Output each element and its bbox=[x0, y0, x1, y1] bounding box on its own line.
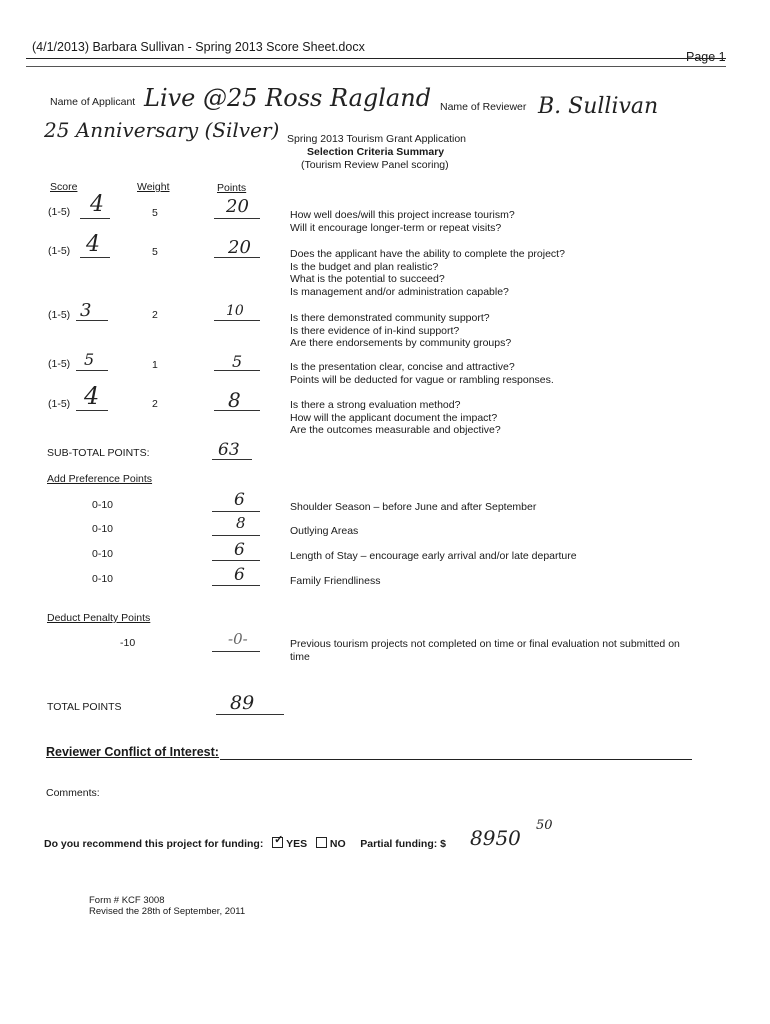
preference-underline bbox=[212, 585, 260, 586]
partial-funding-cents: 50 bbox=[536, 818, 553, 833]
criteria-questions: Is there a strong evaluation method? How will the applicant document the impact? Are the outcomes measurable and objective? bbox=[290, 399, 501, 436]
weight-value: 2 bbox=[152, 309, 158, 321]
score-column-header: Score bbox=[50, 181, 78, 193]
score-underline bbox=[76, 320, 108, 321]
criteria-questions: Is there demonstrated community support? Is there evidence of in-kind support? Are there endorsements by community groups? bbox=[290, 312, 512, 349]
points-underline bbox=[214, 320, 260, 321]
funding-question: Do you recommend this project for funding: bbox=[44, 838, 264, 850]
page-number: Page 1 bbox=[686, 50, 726, 64]
preference-label: Outlying Areas bbox=[290, 525, 359, 537]
conflict-line bbox=[220, 759, 692, 760]
points-value: 10 bbox=[226, 303, 244, 319]
funding-row bbox=[44, 837, 446, 850]
score-value: 5 bbox=[84, 350, 95, 369]
revision-date: Revised the 28th of September, 2011 bbox=[89, 906, 246, 917]
score-underline bbox=[76, 410, 108, 411]
weight-value: 1 bbox=[152, 359, 158, 371]
reviewer-name: B. Sullivan bbox=[538, 94, 659, 119]
partial-funding-value: 8950 bbox=[470, 826, 521, 850]
preference-value: 8 bbox=[236, 514, 246, 532]
subtotal-label: SUB-TOTAL POINTS: bbox=[47, 447, 150, 459]
total-underline bbox=[216, 714, 284, 715]
applicant-name-line2: 25 Anniversary (Silver) bbox=[44, 118, 280, 142]
preference-range: 0-10 bbox=[92, 548, 114, 560]
penalty-underline bbox=[212, 651, 260, 652]
points-underline bbox=[214, 410, 260, 411]
yes-checkbox[interactable] bbox=[272, 837, 283, 848]
points-underline bbox=[214, 257, 260, 258]
preference-label: Shoulder Season – before June and after September bbox=[290, 501, 537, 513]
points-column-header: Points bbox=[217, 182, 247, 194]
preference-range: 0-10 bbox=[92, 499, 114, 511]
weight-value: 5 bbox=[152, 207, 158, 219]
preference-label: Length of Stay – encourage early arrival and/or late departure bbox=[290, 550, 577, 562]
score-value: 4 bbox=[90, 192, 104, 217]
penalty-range: -10 bbox=[120, 637, 136, 649]
score-underline bbox=[80, 218, 110, 219]
preference-value: 6 bbox=[234, 565, 245, 585]
points-value: 5 bbox=[232, 352, 243, 371]
header-rule bbox=[26, 58, 726, 59]
points-value: 20 bbox=[226, 196, 249, 217]
no-checkbox[interactable] bbox=[316, 837, 327, 848]
criteria-questions: Is the presentation clear, concise and attractive? Points will be deducted for vague or rambling responses. bbox=[290, 361, 554, 386]
total-value: 89 bbox=[230, 692, 255, 714]
points-value: 8 bbox=[228, 388, 241, 412]
points-underline bbox=[214, 218, 260, 219]
form-title: Spring 2013 Tourism Grant Application bbox=[287, 133, 466, 145]
preference-range: 0-10 bbox=[92, 523, 114, 535]
subtotal-value: 63 bbox=[218, 440, 240, 460]
score-range: (1-5) bbox=[48, 309, 71, 321]
partial-funding-label: Partial funding: $ bbox=[360, 838, 446, 850]
form-subtitle-2: (Tourism Review Panel scoring) bbox=[301, 159, 449, 171]
yes-label: YES bbox=[286, 838, 308, 850]
header-rule-bottom bbox=[26, 66, 726, 67]
weight-column-header: Weight bbox=[137, 181, 170, 193]
score-underline bbox=[76, 370, 108, 371]
score-range: (1-5) bbox=[48, 206, 71, 218]
criteria-questions: How well does/will this project increase tourism? Will it encourage longer-term or repeat visits? bbox=[290, 209, 515, 234]
weight-value: 5 bbox=[152, 246, 158, 258]
preference-underline bbox=[212, 511, 260, 512]
score-underline bbox=[80, 257, 110, 258]
preference-heading: Add Preference Points bbox=[47, 473, 153, 485]
no-label: NO bbox=[329, 838, 346, 850]
form-subtitle: Selection Criteria Summary bbox=[307, 146, 445, 158]
preference-range: 0-10 bbox=[92, 573, 114, 585]
preference-label: Family Friendliness bbox=[290, 575, 381, 587]
points-value: 20 bbox=[228, 237, 251, 258]
reviewer-label: Name of Reviewer bbox=[440, 101, 527, 113]
score-range: (1-5) bbox=[48, 398, 71, 410]
preference-underline bbox=[212, 535, 260, 536]
criteria-questions: Does the applicant have the ability to complete the project? Is the budget and plan realistic? What is the potential to succeed? Is management and/or administration capable? bbox=[290, 248, 565, 298]
penalty-label: Previous tourism projects not completed on time or final evaluation not submitted on time bbox=[290, 638, 680, 663]
comments-label: Comments: bbox=[46, 787, 100, 799]
conflict-label: Reviewer Conflict of Interest: bbox=[46, 745, 219, 759]
penalty-heading: Deduct Penalty Points bbox=[47, 612, 151, 624]
score-value: 3 bbox=[80, 300, 92, 321]
form-number: Form # KCF 3008 bbox=[89, 895, 165, 906]
penalty-value: -0- bbox=[228, 630, 248, 648]
points-underline bbox=[214, 370, 260, 371]
score-value: 4 bbox=[86, 232, 100, 257]
score-range: (1-5) bbox=[48, 358, 71, 370]
preference-value: 6 bbox=[234, 540, 245, 560]
subtotal-underline bbox=[212, 459, 252, 460]
score-value: 4 bbox=[84, 382, 100, 410]
applicant-label: Name of Applicant bbox=[50, 96, 136, 108]
document-title: (4/1/2013) Barbara Sullivan - Spring 2013 Score Sheet.docx bbox=[32, 40, 365, 54]
preference-value: 6 bbox=[234, 490, 245, 510]
score-range: (1-5) bbox=[48, 245, 71, 257]
total-label: TOTAL POINTS bbox=[47, 701, 122, 713]
weight-value: 2 bbox=[152, 398, 158, 410]
preference-underline bbox=[212, 560, 260, 561]
applicant-name: Live @25 Ross Ragland bbox=[144, 84, 432, 112]
